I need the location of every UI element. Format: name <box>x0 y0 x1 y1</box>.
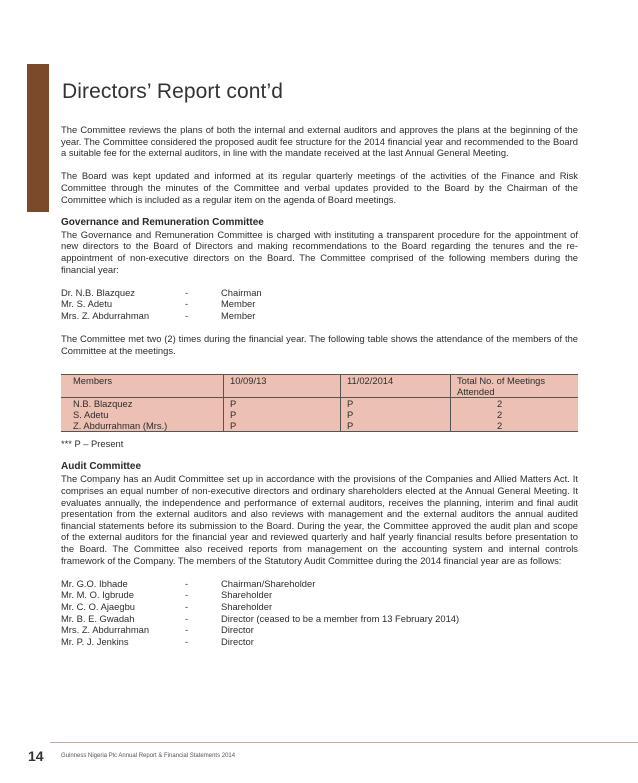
member-name: Mr. C. O. Ajaegbu <box>61 601 135 612</box>
cell-date-2: P <box>341 398 451 410</box>
cell-date-2: P <box>341 420 451 432</box>
member-role: Chairman/Shareholder <box>221 577 316 589</box>
footer-divider <box>50 742 638 743</box>
member-role: Shareholder <box>221 589 273 601</box>
audit-member-list <box>61 578 578 648</box>
table-row <box>61 398 578 410</box>
cell-total: 2 <box>451 398 579 410</box>
attendance-table <box>61 374 578 432</box>
member-dash: - <box>185 612 189 624</box>
member-dash: - <box>185 624 189 636</box>
governance-heading: Governance and Remuneration Committee <box>61 216 264 228</box>
page-title: Directors’ Report cont’d <box>62 80 284 103</box>
page-number: 14 <box>28 748 44 764</box>
paragraph-audit-plans: The Committee reviews the plans of both the internal and external auditors and approves the plans at the beginning of the year. The Committee considered the proposed audit fee structure for the 2014 financial year and recommended to the Board a suitable fee for the external auditors, in line with the mandate received at the last Annual General Meeting. <box>61 124 578 159</box>
header-members: Members <box>61 375 224 398</box>
table-row <box>61 409 578 420</box>
paragraph-board-updates: The Board was kept updated and informed at its regular quarterly meetings of the activities of the Finance and Risk Committee through the minutes of the Committee and verbal updates provided to the Board by the Chairman of the Committee which is included as a regular item on the agenda of Board meetings. <box>61 170 578 205</box>
member-name: Mr. S. Adetu <box>61 298 113 310</box>
member-role: Director (ceased to be a member from 13 February 2014) <box>221 612 460 624</box>
member-row <box>61 601 578 613</box>
member-role: Director <box>221 624 254 636</box>
cell-member: S. Adetu <box>61 409 224 420</box>
member-row <box>61 310 578 322</box>
attendance-header-row <box>61 375 578 398</box>
member-role: Shareholder <box>221 601 273 612</box>
member-name: Mrs. Z. Abdurrahman <box>61 309 150 321</box>
report-body <box>61 124 578 659</box>
member-role: Director <box>221 635 254 647</box>
member-row <box>61 578 578 590</box>
governance-member-list <box>61 287 578 322</box>
member-dash: - <box>185 298 189 310</box>
member-dash: - <box>185 589 189 601</box>
audit-heading: Audit Committee <box>61 461 141 473</box>
cell-date-2: P <box>341 409 451 420</box>
member-dash: - <box>185 286 189 298</box>
member-name: Mr. B. E. Gwadah <box>61 612 135 624</box>
member-role: Member <box>221 309 256 321</box>
table-row <box>61 420 578 432</box>
member-row <box>61 298 578 310</box>
meetings-paragraph: The Committee met two (2) times during the financial year. The following table shows the attendance of the members of the Committee at the meetings. <box>61 333 578 356</box>
member-dash: - <box>185 635 189 647</box>
cell-date-1: P <box>224 420 341 432</box>
header-date-2: 11/02/2014 <box>341 375 451 398</box>
member-role: Chairman <box>221 286 262 298</box>
member-row <box>61 287 578 299</box>
member-row <box>61 613 578 625</box>
audit-paragraph: The Company has an Audit Committee set up in accordance with the provisions of the Companies and Allied Matters Act. It comprises an equal number of non-executive directors and ordinary shareholders elected at the Annual General Meeting. It evaluates annually, the independence and performance of external auditors, receives the planning, interim and final audit presentation from the external auditors and also reviews with management and the external auditors the annual audited financial statements before its submission to the Board. During the year, the Committee approved the audit plan and scope of the external auditors for the financial year and reviewed quarterly and half yearly financial results before presentation to the Board. The Committee also received reports from management on the accounting system and internal controls framework of the Company. The members of the Statutory Audit Committee during the 2014 financial year are as follows: <box>61 473 578 566</box>
member-dash: - <box>185 309 189 321</box>
cell-member: N.B. Blazquez <box>61 398 224 410</box>
table-note: *** P – Present <box>61 438 124 450</box>
member-row <box>61 636 578 648</box>
member-name: Mrs. Z. Abdurrahman <box>61 624 150 636</box>
cell-total: 2 <box>451 420 579 432</box>
member-name: Mr. P. J. Jenkins <box>61 635 129 647</box>
member-dash: - <box>185 577 189 589</box>
member-name: Mr. G.O. Ibhade <box>61 577 128 589</box>
footer-text: Guinness Nigeria Plc Annual Report & Financial Statements 2014 <box>61 753 236 759</box>
governance-intro: The Governance and Remuneration Committee is charged with instituting a transparent procedure for the appointment of new directors to the Board of Directors and making recommendations to the Board regarding the tenures and the re-appointment of non-executive directors on the Board. The Committee comprised of the following members during the financial year: <box>61 228 578 275</box>
header-total: Total No. of Meetings Attended <box>451 375 579 398</box>
member-name: Dr. N.B. Blazquez <box>61 286 135 298</box>
member-role: Member <box>221 298 256 310</box>
cell-total: 2 <box>451 409 579 420</box>
member-name: Mr. M. O. Igbrude <box>61 589 134 601</box>
side-accent-bar <box>27 64 49 212</box>
header-date-1: 10/09/13 <box>224 375 341 398</box>
member-row <box>61 624 578 636</box>
cell-date-1: P <box>224 409 341 420</box>
member-row <box>61 589 578 601</box>
member-dash: - <box>185 601 189 612</box>
cell-date-1: P <box>224 398 341 410</box>
cell-member: Z. Abdurrahman (Mrs.) <box>61 420 224 432</box>
